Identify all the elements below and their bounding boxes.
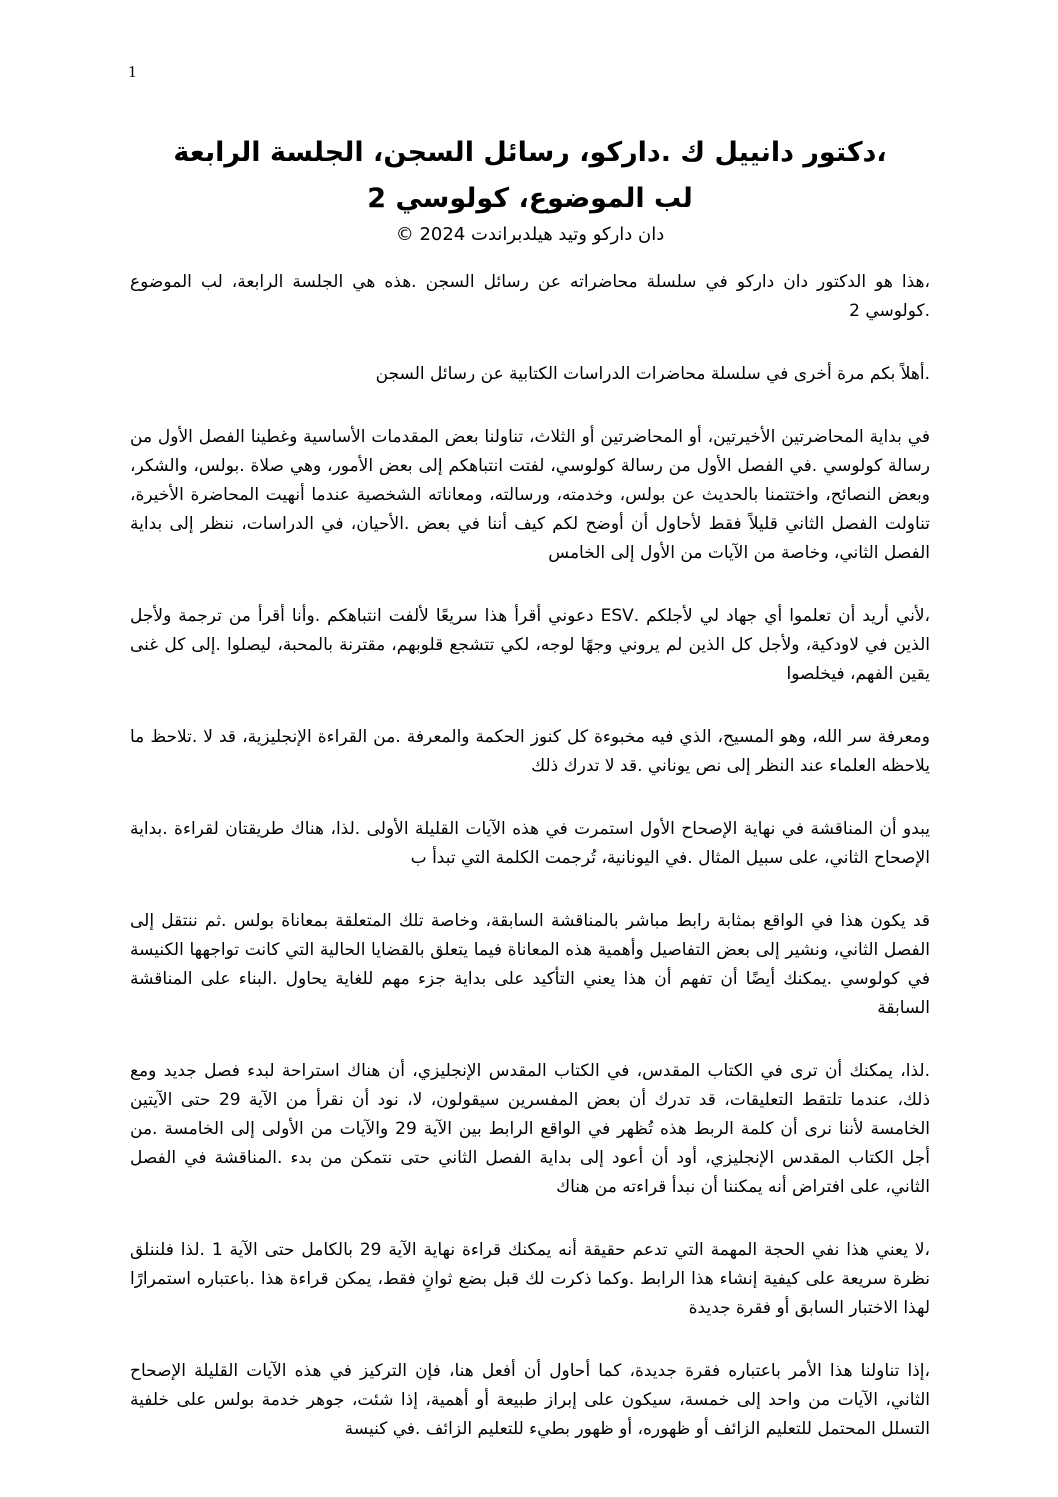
- paragraph: ،لا يعني هذا نفي الحجة المهمة التي تدعم حقيقة أنه يمكنك قراءة نهاية الآية 29 بالكامل حتى الآية 1 .لذا فلننلق نظرة سريعة على كيفية إنشاء هذا الرابط .وكما ذكرت لك قبل بضع ثوانٍ فقط، يمكن قراءة هذا .باعتباره استمرارًا لهذا الاختبار السابق أو فقرة جديدة: [130, 1240, 930, 1318]
- paragraph: يبدو أن المناقشة في نهاية الإصحاح الأول استمرت في هذه الآيات القليلة الأولى .لذا، هناك طريقتان لقراءة .بداية الإصحاح الثاني، على سبيل المثال .في اليونانية، تُرجمت الكلمة التي تبدأ ب: [130, 819, 930, 868]
- paragraph: .لذا، يمكنك أن ترى في الكتاب المقدس، في الكتاب المقدس الإنجليزي، أن هناك استراحة لبدء فصل جديد ومع ذلك، عندما تلتقط التعليقات، قد تدرك أن بعض المفسرين سيقولون، لا، نود أن نقرأ من الآية 29 حتى الآيتين الخامسة لأننا نرى أن كلمة الربط هذه تُظهر في الواقع الرابط بين الآية 29 والآيات من الأولى إلى الخامسة .من أجل الكتاب المقدس الإنجليزي، أود أن أعود إلى بداية الفصل الثاني حتى نتمكن من بدء .المناقشة في الفصل الثاني، على افتراض أنه يمكننا أن نبدأ قراءته من هناك: [130, 1061, 931, 1197]
- paragraph: ،هذا هو الدكتور دان داركو في سلسلة محاضراته عن رسائل السجن .هذه هي الجلسة الرابعة، لب الموضوع .كولوسي 2: [130, 272, 930, 321]
- page-number: 1: [128, 62, 137, 81]
- paragraph: ،إذا تناولنا هذا الأمر باعتباره فقرة جديدة، كما أحاول أن أفعل هنا، فإن التركيز في هذه الآيات القليلة الإصحاح الثاني، الآيات من واحد إلى خمسة، سيكون على إبراز طبيعة أو أهمية، إذا شئت، جوهر خدمة بولس على خلفية التسلل المحتمل للتعليم الزائف أو ظهوره، أو ظهور بطيء للتعليم الزائف .في كنيسة: [130, 1361, 930, 1439]
- paragraph: في بداية المحاضرتين الأخيرتين، أو المحاضرتين أو الثلاث، تناولنا بعض المقدمات الأساسية وغطينا الفصل الأول من رسالة كولوسي .في الفصل الأول من رسالة كولوسي، لفتت انتباهكم إلى بعض الأمور، وهي صلاة .بولس، والشكر، وبعض النصائح، واختتمنا بالحديث عن بولس، وخدمته، ورسالته، ومعاناته الشخصية عندما أنهيت المحاضرة الأخيرة، تناولت الفصل الثاني قليلاً فقط لأحاول أن أوضح لكم كيف أننا في بعض .الأحيان، في الدراسات، ننظر إلى بداية الفصل الثاني، وخاصة من الآيات من الأول إلى الخامس: [130, 427, 930, 563]
- paragraph: ومعرفة سر الله، وهو المسيح، الذي فيه مخبوءة كل كنوز الحكمة والمعرفة .من القراءة الإنجليزية، قد لا .تلاحظ ما يلاحظه العلماء عند النظر إلى نص يوناني .قد لا تدرك ذلك: [130, 727, 930, 776]
- title-line-1: ،دكتور دانييل ك .داركو، رسائل السجن، الجلسة الرابعة: [173, 137, 887, 168]
- document-title: [130, 130, 930, 222]
- paragraph: .أهلاً بكم مرة أخرى في سلسلة محاضرات الدراسات الكتابية عن رسائل السجن: [375, 364, 930, 384]
- paragraph: قد يكون هذا في الواقع بمثابة رابط مباشر بالمناقشة السابقة، وخاصة تلك المتعلقة بمعاناة بولس .ثم ننتقل إلى الفصل الثاني، ونشير إلى بعض التفاصيل وأهمية هذه المعاناة فيما يتعلق بالقضايا الحالية التي كانت تواجهها الكنيسة في كولوسي .يمكنك أيضًا أن تفهم أن هذا يعني التأكيد على بداية جزء مهم للغاية يحاول .البناء على المناقشة السابقة: [130, 911, 930, 1018]
- body-text: [130, 268, 930, 1478]
- paragraph: ،لأني أريد أن تعلموا أي جهاد لي لأجلكم .ESV دعوني أقرأ هذا سريعًا لألفت انتباهكم .وأنا أقرأ من ترجمة ولأجل الذين في لاودكية، ولأجل كل الذين لم يروني وجهًا لوجه، لكي تتشجع قلوبهم، مقترنة بالمحبة، ليصلوا .إلى كل غنى يقين الفهم، فيخلصوا: [130, 606, 930, 684]
- title-line-2: لب الموضوع، كولوسي 2: [367, 183, 693, 214]
- copyright-line: دان داركو وتيد هيلدبراندت 2024 ©: [395, 224, 665, 245]
